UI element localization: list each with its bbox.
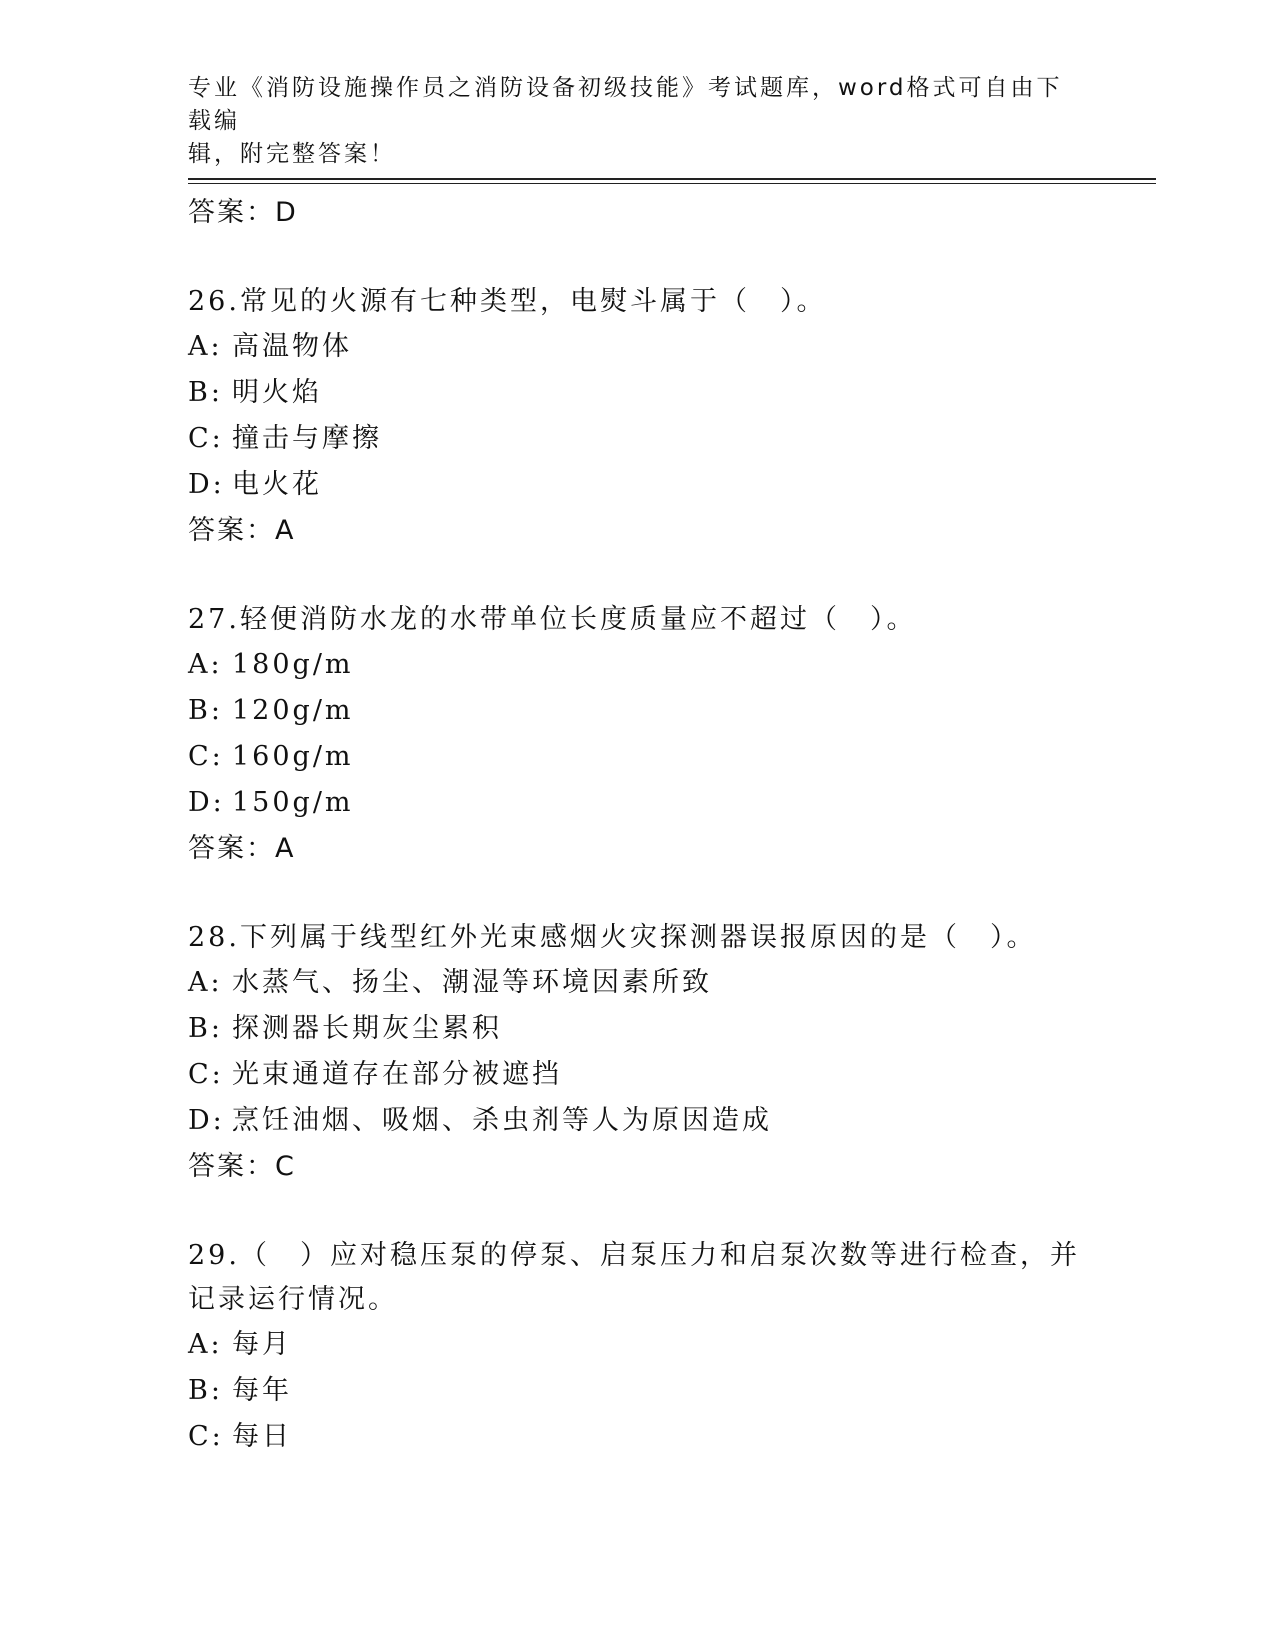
question-answer: 答案：A [188,833,296,864]
option-text: 每日 [232,1421,292,1452]
option-text: 每月 [232,1329,292,1360]
header-divider-thin [188,183,1156,184]
option-a [188,642,1088,688]
option-b [188,1006,1088,1052]
option-letter: B: [188,1375,223,1406]
option-text: 180g/m [232,649,354,680]
option-letter: C: [188,741,224,772]
option-d [188,780,1088,826]
option-b [188,688,1088,734]
option-a [188,960,1088,1006]
previous-answer: 答案：D [188,197,298,228]
option-text: 水蒸气、扬尘、潮湿等环境因素所致 [232,967,712,998]
question-29 [188,1234,1088,1460]
option-b [188,370,1088,416]
header-line-1: 专业《消防设施操作员之消防设备初级技能》考试题库，word格式可自由下载编 [188,75,1063,134]
question-stem: 29.（ ）应对稳压泵的停泵、启泵压力和启泵次数等进行检查，并记录运行情况。 [188,1240,1080,1315]
header-line-2: 辑，附完整答案！ [188,141,396,167]
option-d [188,462,1088,508]
question-answer: 答案：C [188,1151,296,1182]
option-text: 120g/m [232,695,354,726]
option-text: 160g/m [232,741,354,772]
option-c [188,1414,1088,1460]
option-text: 探测器长期灰尘累积 [232,1013,502,1044]
option-c [188,416,1088,462]
option-letter: D: [188,1105,225,1136]
option-letter: A: [188,331,223,362]
option-a [188,324,1088,370]
document-header [188,72,1068,171]
option-letter: A: [188,967,223,998]
option-b [188,1368,1088,1414]
option-text: 150g/m [232,787,354,818]
option-letter: C: [188,423,224,454]
option-text: 每年 [232,1375,292,1406]
question-26 [188,280,1088,554]
question-stem: 26.常见的火源有七种类型，电熨斗属于（ ）。 [188,286,827,317]
option-c [188,1052,1088,1098]
option-letter: A: [188,649,223,680]
option-letter: A: [188,1329,223,1360]
question-28 [188,916,1088,1190]
question-answer: 答案：A [188,515,296,546]
header-divider-thick [188,178,1156,180]
option-c [188,734,1088,780]
option-text: 高温物体 [232,331,352,362]
option-text: 撞击与摩擦 [232,423,382,454]
option-letter: B: [188,1013,223,1044]
option-letter: B: [188,377,223,408]
option-letter: C: [188,1059,224,1090]
option-letter: D: [188,469,225,500]
option-text: 烹饪油烟、吸烟、杀虫剂等人为原因造成 [232,1105,772,1136]
question-stem: 27.轻便消防水龙的水带单位长度质量应不超过（ ）。 [188,604,917,635]
option-letter: D: [188,787,225,818]
option-letter: B: [188,695,223,726]
question-list [188,190,1088,1460]
option-d [188,1098,1088,1144]
question-27 [188,598,1088,872]
question-stem: 28.下列属于线型红外光束感烟火灾探测器误报原因的是（ ）。 [188,922,1037,953]
option-text: 明火焰 [232,377,322,408]
option-text: 电火花 [232,469,322,500]
option-a [188,1322,1088,1368]
option-letter: C: [188,1421,224,1452]
option-text: 光束通道存在部分被遮挡 [232,1059,562,1090]
